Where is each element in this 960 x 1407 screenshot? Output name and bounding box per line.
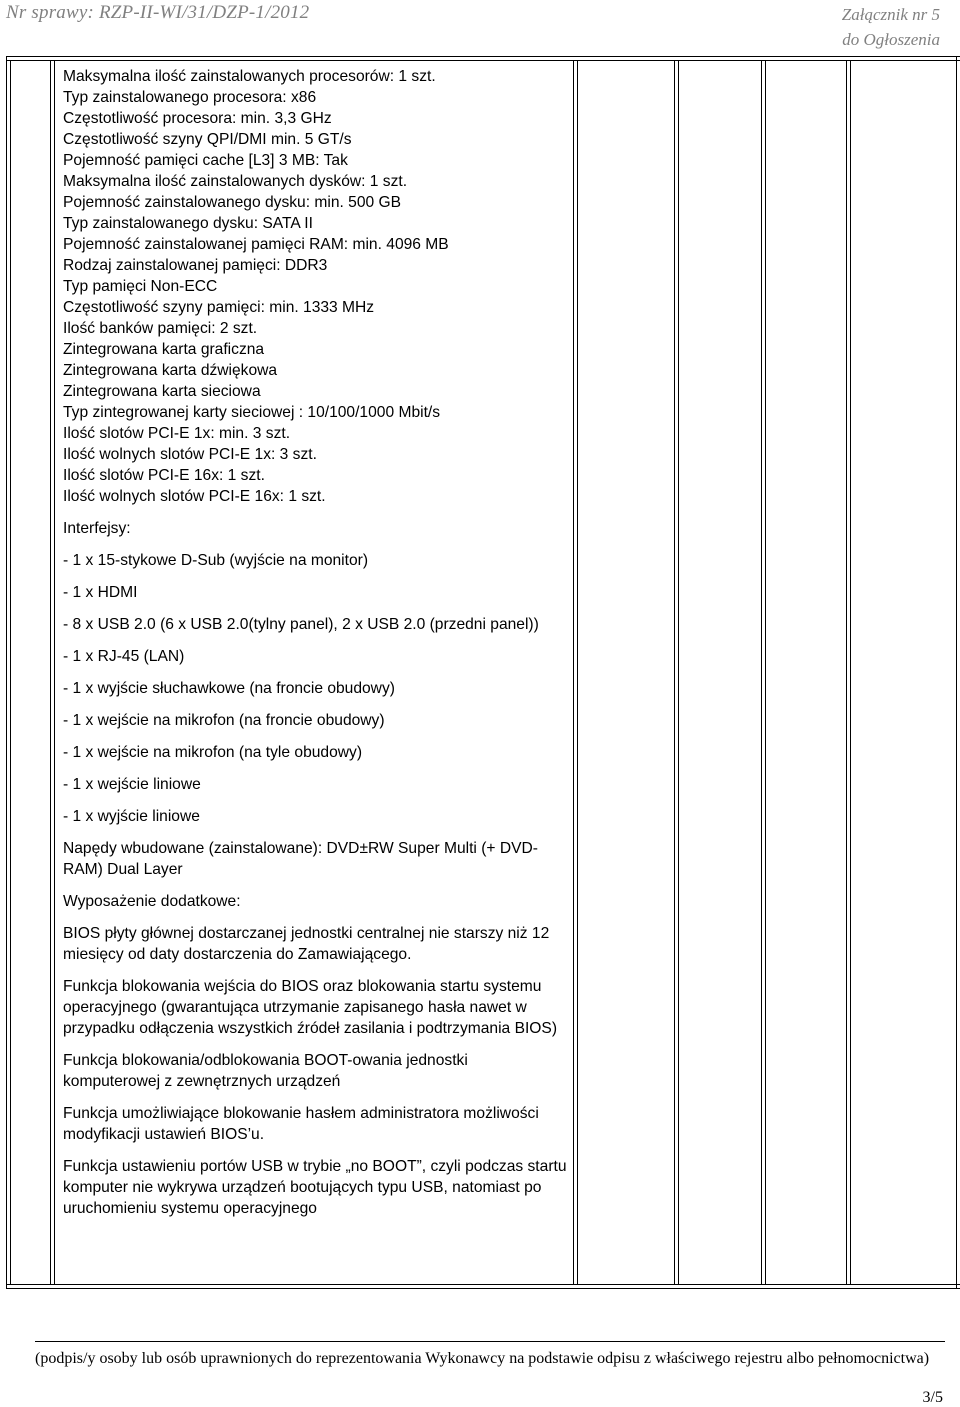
equipment-item: Funkcja blokowania wejścia do BIOS oraz blokowania startu systemu operacyjnego (gwarantująca utrzymanie zapisanego hasła nawet w przypadku odłączenia wszystkich źródeł zasilania i podtrzymania BIOS) — [63, 978, 558, 1037]
signature-line — [35, 1341, 945, 1342]
equipment-item: BIOS płyty głównej dostarczanej jednostki centralnej nie starszy niż 12 miesięcy od daty dostarczenia do Zamawiającego. — [63, 925, 550, 963]
spec-line: Częstotliwość szyny QPI/DMI min. 5 GT/s — [63, 131, 352, 148]
spec-line: Zintegrowana karta sieciowa — [63, 383, 261, 400]
spec-line: Typ pamięci Non-ECC — [63, 278, 218, 295]
spec-line: Ilość slotów PCI-E 1x: min. 3 szt. — [63, 425, 291, 442]
spec-list — [63, 66, 568, 507]
spec-line: Ilość slotów PCI-E 16x: 1 szt. — [63, 467, 265, 484]
case-number: Nr sprawy: RZP-II-WI/31/DZP-1/2012 — [6, 2, 310, 23]
equipment-list — [63, 923, 568, 1219]
spec-line: Zintegrowana karta graficzna — [63, 341, 265, 358]
interface-item: - 8 x USB 2.0 (6 x USB 2.0(tylny panel), 2 x USB 2.0 (przedni panel)) — [63, 616, 539, 633]
attachment-line-2: do Ogłoszenia — [842, 30, 940, 49]
spec-line: Typ zintegrowanej karty sieciowej : 10/100/1000 Mbit/s — [63, 404, 441, 421]
interface-item: - 1 x wyjście liniowe — [63, 808, 200, 825]
spec-line: Pojemność zainstalowanego dysku: min. 500 GB — [63, 194, 402, 211]
interface-item: - 1 x RJ-45 (LAN) — [63, 648, 185, 665]
interface-item: - 1 x HDMI — [63, 584, 138, 601]
spec-line: Ilość wolnych slotów PCI-E 1x: 3 szt. — [63, 446, 317, 463]
spec-line: Maksymalna ilość zainstalowanych dysków: 1 szt. — [63, 173, 408, 190]
spec-line: Ilość wolnych slotów PCI-E 16x: 1 szt. — [63, 488, 326, 505]
drives-text: Napędy wbudowane (zainstalowane): DVD±RW Super Multi (+ DVD-RAM) Dual Layer — [63, 840, 538, 878]
attachment-line-1: Załącznik nr 5 — [841, 5, 940, 24]
equipment-heading: Wyposażenie dodatkowe: — [63, 893, 241, 910]
spec-line: Częstotliwość szyny pamięci: min. 1333 MHz — [63, 299, 375, 316]
attachment-label — [842, 2, 940, 52]
spec-line: Pojemność zainstalowanej pamięci RAM: min. 4096 MB — [63, 236, 449, 253]
spec-line: Rodzaj zainstalowanej pamięci: DDR3 — [63, 257, 328, 274]
signature-note: (podpis/y osoby lub osób uprawnionych do reprezentowania Wykonawcy na podstawie odpisu z właściwego rejestru albo pełnomocnictwa) — [35, 1350, 930, 1367]
page-number: 3/5 — [922, 1389, 943, 1406]
interface-item: - 1 x wejście na mikrofon (na froncie obudowy) — [63, 712, 385, 729]
interface-item: - 1 x wyjście słuchawkowe (na froncie obudowy) — [63, 680, 395, 697]
equipment-item: Funkcja umożliwiające blokowanie hasłem administratora możliwości modyfikacji ustawień BIOS’u. — [63, 1105, 539, 1143]
spec-line: Częstotliwość procesora: min. 3,3 GHz — [63, 110, 332, 127]
spec-line: Maksymalna ilość zainstalowanych procesorów: 1 szt. — [63, 68, 436, 85]
spec-line: Zintegrowana karta dźwiękowa — [63, 362, 278, 379]
equipment-item: Funkcja blokowania/odblokowania BOOT-owania jednostki komputerowej z zewnętrznych urządzeń — [63, 1052, 468, 1090]
spec-description — [63, 66, 568, 1219]
spec-line: Typ zainstalowanego dysku: SATA II — [63, 215, 313, 232]
spec-line: Pojemność pamięci cache [L3] 3 MB: Tak — [63, 152, 348, 169]
spec-line: Typ zainstalowanego procesora: x86 — [63, 89, 317, 106]
interface-item: - 1 x wejście liniowe — [63, 776, 201, 793]
interfaces-heading: Interfejsy: — [63, 520, 131, 537]
interface-item: - 1 x wejście na mikrofon (na tyle obudowy) — [63, 744, 363, 761]
interfaces-list — [63, 550, 568, 827]
equipment-item: Funkcja ustawieniu portów USB w trybie „no BOOT”, czyli podczas startu komputer nie wykrywa urządzeń bootujących typu USB, natomiast po uruchomieniu systemu operacyjnego — [63, 1158, 567, 1217]
interface-item: - 1 x 15-stykowe D-Sub (wyjście na monitor) — [63, 552, 369, 569]
spec-line: Ilość banków pamięci: 2 szt. — [63, 320, 258, 337]
